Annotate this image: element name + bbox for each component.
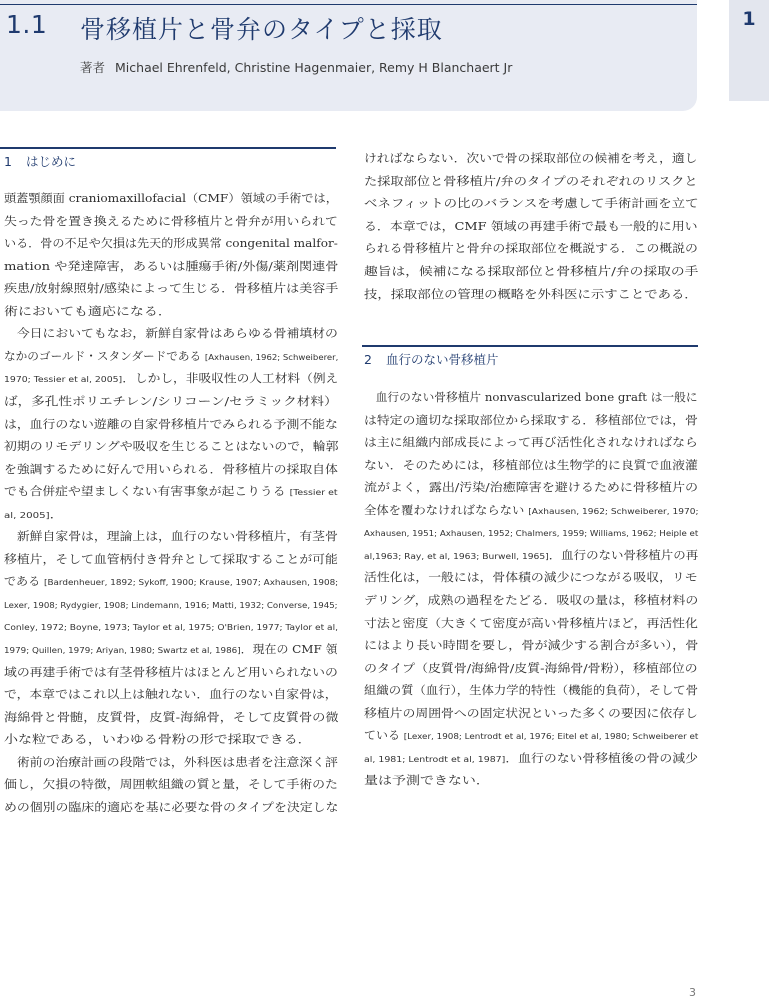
body-text-line (364, 152, 697, 166)
body-text-line (364, 662, 698, 676)
text-run: は特定の適切な採取部位から採取する．移植部位では，骨 (364, 413, 698, 427)
text-run: 疾患/放射線照射/感染によって生じる．骨移植片は美容手 (4, 282, 339, 296)
text-run: にはより長い時間を要し，骨が減少する割合が多い），骨 (364, 639, 699, 653)
text-run: ば，多孔性ポリエチレン/シリコーン/セラミック材料） (4, 394, 338, 408)
section-number: 1 (4, 154, 12, 169)
citation: [Tessier et (289, 487, 338, 498)
text-run: 技，採取部位の管理の概略を外科医に示すことである． (364, 287, 698, 301)
citation: al,1963; Ray, et al, 1963; Burwell, 1965] (364, 550, 549, 561)
body-text-line (4, 215, 338, 229)
body-text-line (364, 594, 698, 608)
body-text-line (364, 684, 698, 698)
text-run: ． (49, 507, 64, 521)
body-text-line (4, 801, 338, 815)
text-run: のタイプ（皮質骨/海綿骨/皮質-海綿骨/骨粉），移植部位の (364, 661, 698, 675)
citation: [Lexer, 1908; Lentrodt et al, 1976; Eitel et al, 1980; Schweiberer et (403, 731, 699, 742)
text-run: 価し，欠損の特徴，周囲軟組織の質と量，そして手術のた (4, 778, 338, 792)
text-run: 新鮮自家骨は，理論上は，血行のない骨移植片，有茎骨 (4, 530, 338, 544)
section-heading-nonvascularized (364, 350, 498, 368)
text-run: 域の再建手術では有茎骨移植片はほとんど用いられないの (4, 665, 338, 679)
text-run: 全体を覆わなければならない (364, 503, 529, 517)
body-text-line (4, 282, 338, 296)
section-title: はじめに (25, 154, 76, 169)
body-text-line (4, 778, 338, 792)
citation: 1979; Quillen, 1979; Ariyan, 1980; Swartz et al, 1986] (4, 645, 241, 655)
body-text-line (364, 242, 698, 256)
text-run: を強調するために好んで用いられる．骨移植片の採取自体 (4, 462, 338, 476)
text-run: ．現在の CMF 領 (240, 643, 338, 656)
text-run: 失った骨を置き換えるために骨移植片と骨弁が用いられて (4, 214, 338, 228)
body-text-line (364, 288, 698, 302)
body-text-line (364, 526, 698, 540)
body-text-line (4, 553, 338, 567)
text-run: 小な粒である，いわゆる骨粉の形で採取できる． (4, 733, 312, 747)
body-text-line (364, 391, 698, 405)
body-text-line (364, 639, 698, 653)
citation: al, 2005] (4, 509, 50, 520)
body-text-line (4, 711, 339, 725)
text-run: で，本章ではこれ以上は触れない．血行のない自家骨は， (4, 688, 338, 702)
citation: Lexer, 1908; Rydygier, 1908; Lindemann, 1916; Matti, 1932; Converse, 1945; (4, 599, 338, 610)
text-run: 寸法と密度（大きくて密度が高い骨移植片ほど，再活性化 (364, 616, 698, 630)
body-text-line (4, 485, 338, 499)
body-text-line (364, 197, 699, 211)
text-run: 趣旨は，候補になる採取部位と骨移植片/弁の採取の手 (364, 265, 699, 278)
text-run: 量は予測できない． (364, 774, 490, 788)
citation: 1970; Tessier et al, 2005] (4, 374, 123, 385)
body-text-line (4, 620, 338, 634)
section-rule (0, 147, 336, 149)
text-run: ている (364, 729, 404, 743)
text-run: られる骨移植片と骨弁の採取部位を概説する．この概説の (364, 242, 698, 256)
body-text-line (364, 752, 698, 766)
text-run: た採取部位と骨移植片/弁のタイプのそれぞれのリスクと (364, 174, 698, 188)
body-text-line (4, 192, 338, 206)
body-text-line (364, 175, 698, 189)
body-text-line (364, 220, 698, 234)
chapter-number: 1.1 (6, 10, 48, 39)
text-run: ない．そのためには，移植部位は生物学的に良質で血液灌 (364, 458, 698, 472)
section-heading-intro (4, 152, 76, 170)
text-run: mation や発達障害，あるいは腫瘍手術/外傷/薬剤関連骨 (4, 259, 339, 273)
body-text-line (4, 508, 64, 522)
text-run: 血行のない骨移植片 nonvascularized bone graft は一般に (364, 391, 698, 404)
body-text-line (364, 436, 698, 450)
chapter-tab (729, 0, 769, 101)
body-text-line (4, 372, 338, 386)
citation: Axhausen, 1951; Axhausen, 1952; Chalmers, 1959; Williams, 1962; Heiple et (364, 528, 699, 539)
author-names: Michael Ehrenfeld, Christine Hagenmaier, Remy H Blanchaert Jr (115, 60, 513, 75)
citation: [Axhausen, 1962; Schweiberer, (204, 351, 339, 362)
section-rule (362, 345, 698, 347)
body-text-line (4, 598, 338, 612)
body-text-line (4, 575, 338, 589)
body-text-line (4, 756, 338, 770)
text-run: ．血行のない骨移植片の再 (548, 548, 699, 562)
text-run: ．しかし，非吸収性の人工材料（例え (122, 372, 339, 386)
body-text-line (4, 666, 338, 680)
body-text-line (4, 440, 339, 454)
body-text-line (364, 774, 490, 788)
text-run: 活性化は，一般には，骨体積の減少につながる吸収，リモ (364, 571, 698, 585)
body-text-line (4, 327, 338, 341)
body-text-line (4, 530, 338, 544)
body-text-line (364, 571, 698, 585)
citation: al, 1981; Lentrodt et al, 1987] (364, 753, 506, 764)
body-text-line (4, 643, 338, 657)
body-text-line (4, 463, 338, 477)
text-run: 海綿骨と骨髄，皮質骨，皮質-海綿骨，そして皮質骨の微 (4, 710, 339, 724)
text-run: 移植片，そして血管柄付き骨弁として採取することが可能 (4, 552, 338, 566)
authors-line (80, 58, 512, 76)
text-run: 今日においてもなお，新鮮自家骨はあらゆる骨補填材の (4, 327, 338, 341)
text-run: である (4, 575, 44, 589)
text-run: 組織の質（血行），生体力学的特性（機能的負荷），そして骨 (364, 684, 699, 698)
body-text-line (4, 395, 338, 409)
text-run: でも合併症や望ましくない有害事象が起こりうる (4, 485, 290, 499)
chapter-tab-number: 1 (742, 8, 756, 30)
body-text-line (364, 504, 698, 518)
text-run: いる．骨の不足や欠損は先天的形成異常 congenital malfor- (4, 237, 338, 251)
text-run: デリング，成熟の過程をたどる．吸収の量は，移植材料の (364, 593, 699, 607)
body-text-line (364, 459, 698, 473)
text-run: なかのゴールド・スタンダードである (4, 349, 205, 363)
text-run: 頭蓋顎顔面 craniomaxillofacial（CMF）領域の手術では， (4, 192, 338, 205)
body-text-line (4, 350, 338, 364)
body-text-line (364, 481, 698, 495)
header-rule (0, 4, 697, 5)
body-text-line (364, 729, 698, 743)
body-text-line (4, 237, 338, 251)
text-run: は主に組織内部成長によって再び活性化されなければなら (364, 436, 698, 450)
text-run: 術前の治療計画の段階では，外科医は患者を注意深く評 (4, 755, 338, 769)
citation: [Axhausen, 1962; Schweiberer, 1970; (528, 505, 699, 516)
text-run: ．血行のない骨移植後の骨の減少 (505, 751, 698, 765)
text-run: めの個別の臨床的適応を基に必要な骨のタイプを決定しな (4, 800, 339, 814)
text-run: 流がよく，露出/汚染/治癒障害を避けるために骨移植片の (364, 481, 699, 495)
body-text-line (364, 617, 698, 631)
body-text-line (364, 265, 698, 279)
section-title: 血行のない骨移植片 (385, 352, 499, 367)
author-label: 著者 (80, 60, 106, 75)
body-text-line (364, 707, 698, 721)
citation: Conley, 1972; Boyne, 1973; Taylor et al, 1975; O'Brien, 1977; Taylor et al, (4, 622, 338, 633)
page-number: 3 (689, 986, 696, 999)
body-text-line (4, 733, 312, 747)
body-text-line (4, 418, 338, 432)
body-text-line (364, 414, 698, 428)
text-run: 移植片の周囲骨への固定状況といった多くの要因に依存し (364, 706, 698, 720)
text-run: 初期のリモデリングや吸収を生じることはないので，輪郭 (4, 440, 339, 454)
chapter-title: 骨移植片と骨弁のタイプと採取 (80, 15, 443, 44)
text-run: は，血行のない遊離の自家骨移植片でみられる予測不能な (4, 417, 338, 431)
body-text-line (4, 305, 172, 319)
citation: [Bardenheuer, 1892; Sykoff, 1900; Krause, 1907; Axhausen, 1908; (43, 577, 339, 588)
text-run: 術においても適応になる． (4, 304, 172, 318)
body-text-line (364, 549, 698, 563)
text-run: ければならない．次いで骨の採取部位の候補を考え，適し (364, 152, 698, 165)
text-run: る．本章では，CMF 領域の再建手術で最も一般的に用い (364, 219, 698, 233)
body-text-line (4, 688, 338, 702)
section-number: 2 (364, 352, 372, 367)
text-run: ベネフィットの比のバランスを考慮して手術計画を立て (364, 197, 699, 211)
body-text-line (4, 260, 338, 274)
